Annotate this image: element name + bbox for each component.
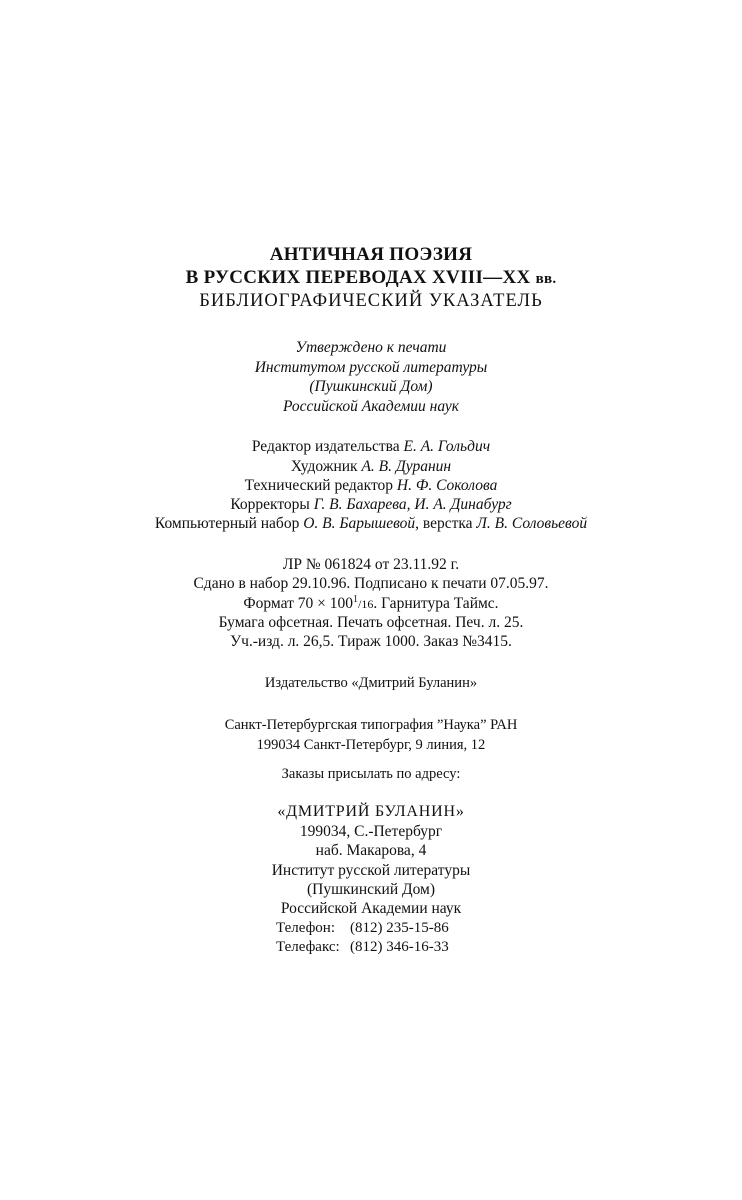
credit-tech-editor — [0, 477, 742, 495]
printer-line-1: Санкт-Петербургская типография ”Наука” РАН — [224, 717, 518, 733]
publisher: Издательство «Дмитрий Буланин» — [264, 675, 478, 691]
credit-editor — [0, 438, 742, 456]
imprint-format-sup: 1 — [353, 594, 359, 605]
imprint-paper: Бумага офсетная. Печать офсетная. Печ. л. 25. — [218, 614, 524, 631]
orders-fax — [0, 938, 742, 956]
imprint-format-sub: /16 — [358, 597, 374, 612]
orders-heading: Заказы присылать по адресу: — [281, 766, 461, 782]
orders-institute-2: (Пушкинский Дом) — [306, 881, 436, 898]
title-text-1: АНТИЧНАЯ ПОЭЗИЯ — [269, 244, 473, 265]
credit-editor-name: Е. А. Гольдич — [403, 438, 491, 455]
approval-line-4: Российской Академии наук — [282, 398, 460, 415]
orders-publisher-name: «ДМИТРИЙ БУЛАНИН» — [277, 803, 465, 820]
orders-address-2: наб. Макарова, 4 — [315, 842, 427, 859]
orders-phone-label: Телефон: — [276, 920, 335, 936]
imprint-format — [0, 594, 742, 613]
orders-address-1: 199034, С.-Петербург — [299, 823, 443, 840]
orders-fax-value: (812) 346-16-33 — [350, 939, 449, 955]
credit-artist-name: А. В. Дуранин — [361, 458, 452, 475]
credit-artist — [0, 458, 742, 476]
imprint-format-pre: Формат 70 × 100 — [243, 595, 354, 613]
imprint-license: ЛР № 061824 от 23.11.92 г. — [282, 556, 460, 573]
credit-layout-role: , верстка — [415, 515, 473, 532]
title-line-2 — [0, 267, 742, 289]
credit-proofreaders — [0, 496, 742, 514]
credit-typeset-name: О. В. Барышевой — [303, 515, 416, 532]
orders-phone-wrap — [276, 920, 466, 937]
credit-editor-role: Редактор издательства — [251, 438, 400, 455]
credit-layout-name: Л. В. Соловьевой — [476, 515, 588, 532]
credit-tech-role: Технический редактор — [244, 477, 394, 494]
credit-proof-names: Г. В. Бахарева, И. А. Динабург — [313, 496, 512, 513]
credit-proof-role: Корректоры — [230, 496, 310, 513]
printer-line-2: 199034 Санкт-Петербург, 9 линия, 12 — [256, 737, 486, 753]
credit-tech-name: Н. Ф. Соколова — [396, 477, 498, 494]
title-line-1 — [0, 244, 742, 266]
approval-line-3: (Пушкинский Дом) — [309, 378, 433, 395]
imprint-edition: Уч.-изд. л. 26,5. Тираж 1000. Заказ №3415. — [230, 633, 512, 650]
credit-typeset-role: Компьютерный набор — [154, 515, 300, 532]
approval-line-2: Институтом русской литературы — [254, 359, 488, 376]
orders-fax-label: Телефакс: — [276, 939, 340, 955]
subtitle — [0, 291, 742, 312]
credit-typesetting — [0, 515, 742, 533]
orders-phone — [0, 919, 742, 937]
approval-line-1: Утверждено к печати — [295, 339, 447, 356]
orders-institute-1: Институт русской литературы — [271, 862, 471, 879]
imprint-dates: Сдано в набор 29.10.96. Подписано к печати 07.05.97. — [193, 575, 549, 592]
title-text-2: В РУССКИХ ПЕРЕВОДАХ XVIII—XX — [185, 267, 531, 288]
imprint-format-post: . Гарнитура Таймс. — [373, 595, 499, 613]
orders-institute-3: Российской Академии наук — [280, 900, 462, 917]
orders-phone-value: (812) 235-15-86 — [350, 920, 449, 936]
orders-fax-wrap — [276, 939, 466, 956]
credit-artist-role: Художник — [290, 458, 358, 475]
title-centuries-abbr: вв. — [535, 271, 557, 287]
subtitle-text: БИБЛИОГРАФИЧЕСКИЙ УКАЗАТЕЛЬ — [199, 291, 543, 311]
